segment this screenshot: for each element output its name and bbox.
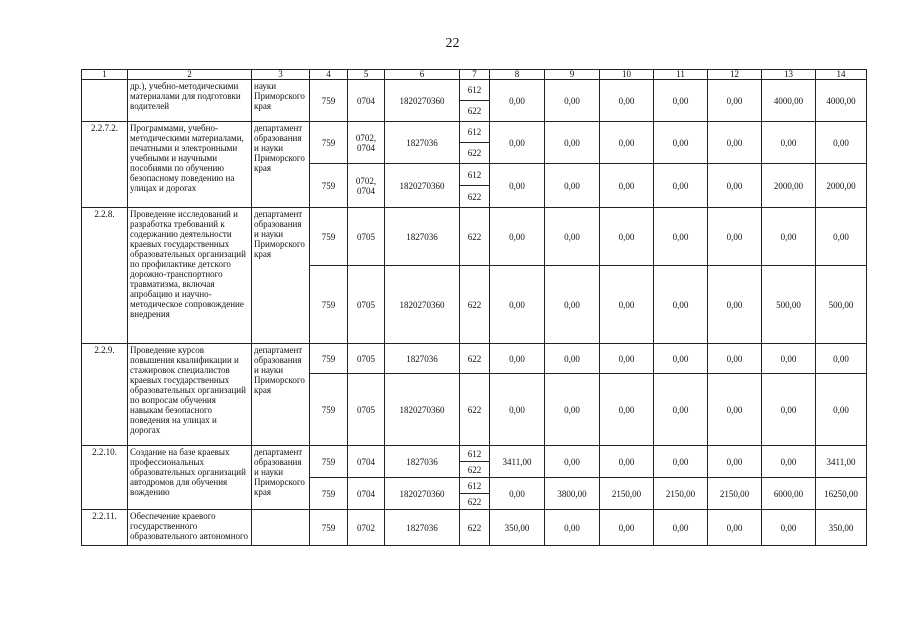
table-row bbox=[82, 208, 867, 266]
cell-c4: 759 bbox=[310, 478, 348, 510]
table-row bbox=[82, 510, 867, 546]
value-cell: 500,00 bbox=[762, 266, 816, 344]
cell-c4: 759 bbox=[310, 374, 348, 446]
table-row bbox=[82, 446, 867, 462]
value-cell: 0,00 bbox=[600, 344, 654, 374]
value-cell: 0,00 bbox=[654, 122, 708, 164]
value-cell: 0,00 bbox=[490, 374, 545, 446]
value-cell: 0,00 bbox=[600, 374, 654, 446]
cell-c7: 622 bbox=[460, 344, 490, 374]
value-cell: 0,00 bbox=[654, 266, 708, 344]
cell-c4: 759 bbox=[310, 208, 348, 266]
value-cell: 0,00 bbox=[600, 446, 654, 478]
cell-c7: 622 bbox=[460, 266, 490, 344]
cell-c6: 1820270360 bbox=[385, 164, 460, 208]
cell-c6: 1820270360 bbox=[385, 478, 460, 510]
value-cell: 0,00 bbox=[654, 164, 708, 208]
activity-name: Проведение исследований и разработка требований к содержанию деятельности краевых государственных образовательных организаций по профилактике детского дорожно-транспортного травматизма, включая апробацию и научно-методическое сопровождение внедрения bbox=[128, 208, 252, 344]
executor: департамент образования и науки Приморского края bbox=[252, 446, 310, 510]
cell-c5: 0702 bbox=[348, 510, 385, 546]
executor: департамент образования и науки Приморского края bbox=[252, 208, 310, 344]
cell-c4: 759 bbox=[310, 344, 348, 374]
value-cell: 16250,00 bbox=[816, 478, 867, 510]
cell-c7: 622 bbox=[460, 101, 490, 122]
value-cell: 3411,00 bbox=[816, 446, 867, 478]
cell-c6: 1827036 bbox=[385, 344, 460, 374]
row-number: 2.2.11. bbox=[82, 510, 128, 546]
value-cell: 350,00 bbox=[490, 510, 545, 546]
value-cell: 0,00 bbox=[762, 344, 816, 374]
value-cell: 0,00 bbox=[490, 122, 545, 164]
header-row bbox=[82, 70, 867, 80]
value-cell: 0,00 bbox=[600, 208, 654, 266]
value-cell: 0,00 bbox=[708, 266, 762, 344]
value-cell: 4000,00 bbox=[762, 80, 816, 122]
col-header: 9 bbox=[545, 70, 600, 80]
cell-c7: 612 bbox=[460, 164, 490, 186]
activity-name: Создание на базе краевых профессиональных образовательных организаций автодромов для обучения вождению bbox=[128, 446, 252, 510]
cell-c5: 0704 bbox=[348, 446, 385, 478]
value-cell: 2150,00 bbox=[708, 478, 762, 510]
row-number bbox=[82, 80, 128, 122]
table-row bbox=[82, 344, 867, 374]
value-cell: 500,00 bbox=[816, 266, 867, 344]
cell-c6: 1827036 bbox=[385, 122, 460, 164]
col-header: 2 bbox=[128, 70, 252, 80]
value-cell: 0,00 bbox=[490, 344, 545, 374]
cell-c7: 612 bbox=[460, 80, 490, 101]
cell-c6: 1820270360 bbox=[385, 266, 460, 344]
value-cell: 0,00 bbox=[545, 510, 600, 546]
value-cell: 0,00 bbox=[490, 208, 545, 266]
value-cell: 2150,00 bbox=[654, 478, 708, 510]
value-cell: 0,00 bbox=[708, 122, 762, 164]
cell-c6: 1827036 bbox=[385, 446, 460, 478]
value-cell: 0,00 bbox=[816, 122, 867, 164]
col-header: 13 bbox=[762, 70, 816, 80]
cell-c6: 1820270360 bbox=[385, 80, 460, 122]
executor: департамент образования и науки Приморского края bbox=[252, 122, 310, 208]
value-cell: 0,00 bbox=[545, 266, 600, 344]
value-cell: 0,00 bbox=[545, 122, 600, 164]
value-cell: 0,00 bbox=[600, 510, 654, 546]
value-cell: 6000,00 bbox=[762, 478, 816, 510]
cell-c5: 0705 bbox=[348, 344, 385, 374]
executor: департамент образования и науки Приморского края bbox=[252, 344, 310, 446]
value-cell: 0,00 bbox=[762, 374, 816, 446]
value-cell: 2000,00 bbox=[816, 164, 867, 208]
value-cell: 0,00 bbox=[708, 374, 762, 446]
value-cell: 0,00 bbox=[600, 164, 654, 208]
activity-name: Программами, учебно-методическими материалами, печатными и электронными учебными и научными пособиями по обучению безопасному поведению на улицах и дорогах bbox=[128, 122, 252, 208]
value-cell: 0,00 bbox=[654, 80, 708, 122]
cell-c4: 759 bbox=[310, 266, 348, 344]
cell-c4: 759 bbox=[310, 164, 348, 208]
value-cell: 3411,00 bbox=[490, 446, 545, 478]
col-header: 7 bbox=[460, 70, 490, 80]
cell-c6: 1827036 bbox=[385, 208, 460, 266]
cell-c7: 622 bbox=[460, 208, 490, 266]
value-cell: 0,00 bbox=[654, 344, 708, 374]
col-header: 10 bbox=[600, 70, 654, 80]
cell-c7: 612 bbox=[460, 446, 490, 462]
value-cell: 0,00 bbox=[600, 266, 654, 344]
value-cell: 0,00 bbox=[490, 164, 545, 208]
value-cell: 0,00 bbox=[708, 164, 762, 208]
cell-c7: 622 bbox=[460, 462, 490, 478]
cell-c6: 1827036 bbox=[385, 510, 460, 546]
value-cell: 0,00 bbox=[762, 446, 816, 478]
value-cell: 0,00 bbox=[490, 266, 545, 344]
row-number: 2.2.10. bbox=[82, 446, 128, 510]
value-cell: 4000,00 bbox=[816, 80, 867, 122]
value-cell: 0,00 bbox=[490, 80, 545, 122]
value-cell: 0,00 bbox=[762, 208, 816, 266]
col-header: 5 bbox=[348, 70, 385, 80]
value-cell: 0,00 bbox=[816, 374, 867, 446]
cell-c7: 622 bbox=[460, 143, 490, 164]
value-cell: 0,00 bbox=[654, 208, 708, 266]
page-number: 22 bbox=[445, 36, 460, 51]
cell-c6: 1820270360 bbox=[385, 374, 460, 446]
col-header: 1 bbox=[82, 70, 128, 80]
value-cell: 0,00 bbox=[762, 122, 816, 164]
col-header: 6 bbox=[385, 70, 460, 80]
value-cell: 0,00 bbox=[708, 344, 762, 374]
col-header: 11 bbox=[654, 70, 708, 80]
value-cell: 0,00 bbox=[708, 208, 762, 266]
activity-name: др.), учебно-методическими материалами для подготовки водителей bbox=[128, 80, 252, 122]
value-cell: 2000,00 bbox=[762, 164, 816, 208]
value-cell: 0,00 bbox=[600, 80, 654, 122]
value-cell: 0,00 bbox=[545, 80, 600, 122]
col-header: 14 bbox=[816, 70, 867, 80]
executor bbox=[252, 510, 310, 546]
cell-c4: 759 bbox=[310, 122, 348, 164]
value-cell: 0,00 bbox=[545, 446, 600, 478]
table-row bbox=[82, 122, 867, 143]
cell-c7: 612 bbox=[460, 122, 490, 143]
value-cell: 2150,00 bbox=[600, 478, 654, 510]
col-header: 12 bbox=[708, 70, 762, 80]
cell-c7: 622 bbox=[460, 186, 490, 208]
value-cell: 0,00 bbox=[816, 208, 867, 266]
activity-name: Проведение курсов повышения квалификации и стажировок специалистов краевых государственных образовательных организаций по вопросам обучения навыкам безопасного поведения на улицах и дорогах bbox=[128, 344, 252, 446]
value-cell: 3800,00 bbox=[545, 478, 600, 510]
col-header: 4 bbox=[310, 70, 348, 80]
value-cell: 0,00 bbox=[654, 446, 708, 478]
cell-c7: 612 bbox=[460, 478, 490, 494]
value-cell: 0,00 bbox=[654, 510, 708, 546]
executor: науки Приморского края bbox=[252, 80, 310, 122]
value-cell: 0,00 bbox=[708, 80, 762, 122]
table-row bbox=[82, 80, 867, 101]
value-cell: 0,00 bbox=[490, 478, 545, 510]
value-cell: 0,00 bbox=[545, 164, 600, 208]
cell-c7: 622 bbox=[460, 510, 490, 546]
value-cell: 0,00 bbox=[708, 446, 762, 478]
value-cell: 0,00 bbox=[762, 510, 816, 546]
cell-c4: 759 bbox=[310, 80, 348, 122]
row-number: 2.2.7.2. bbox=[82, 122, 128, 208]
value-cell: 350,00 bbox=[816, 510, 867, 546]
cell-c5: 0702, 0704 bbox=[348, 122, 385, 164]
cell-c4: 759 bbox=[310, 510, 348, 546]
row-number: 2.2.8. bbox=[82, 208, 128, 344]
cell-c5: 0705 bbox=[348, 266, 385, 344]
value-cell: 0,00 bbox=[545, 208, 600, 266]
cell-c7: 622 bbox=[460, 374, 490, 446]
value-cell: 0,00 bbox=[545, 344, 600, 374]
value-cell: 0,00 bbox=[654, 374, 708, 446]
activity-name: Обеспечение краевого государственного образовательного автономного bbox=[128, 510, 252, 546]
cell-c7: 622 bbox=[460, 494, 490, 510]
value-cell: 0,00 bbox=[816, 344, 867, 374]
cell-c4: 759 bbox=[310, 446, 348, 478]
cell-c5: 0702, 0704 bbox=[348, 164, 385, 208]
col-header: 8 bbox=[490, 70, 545, 80]
cell-c5: 0705 bbox=[348, 374, 385, 446]
cell-c5: 0704 bbox=[348, 80, 385, 122]
value-cell: 0,00 bbox=[600, 122, 654, 164]
value-cell: 0,00 bbox=[545, 374, 600, 446]
cell-c5: 0705 bbox=[348, 208, 385, 266]
row-number: 2.2.9. bbox=[82, 344, 128, 446]
col-header: 3 bbox=[252, 70, 310, 80]
budget-table bbox=[81, 69, 867, 546]
cell-c5: 0704 bbox=[348, 478, 385, 510]
value-cell: 0,00 bbox=[708, 510, 762, 546]
